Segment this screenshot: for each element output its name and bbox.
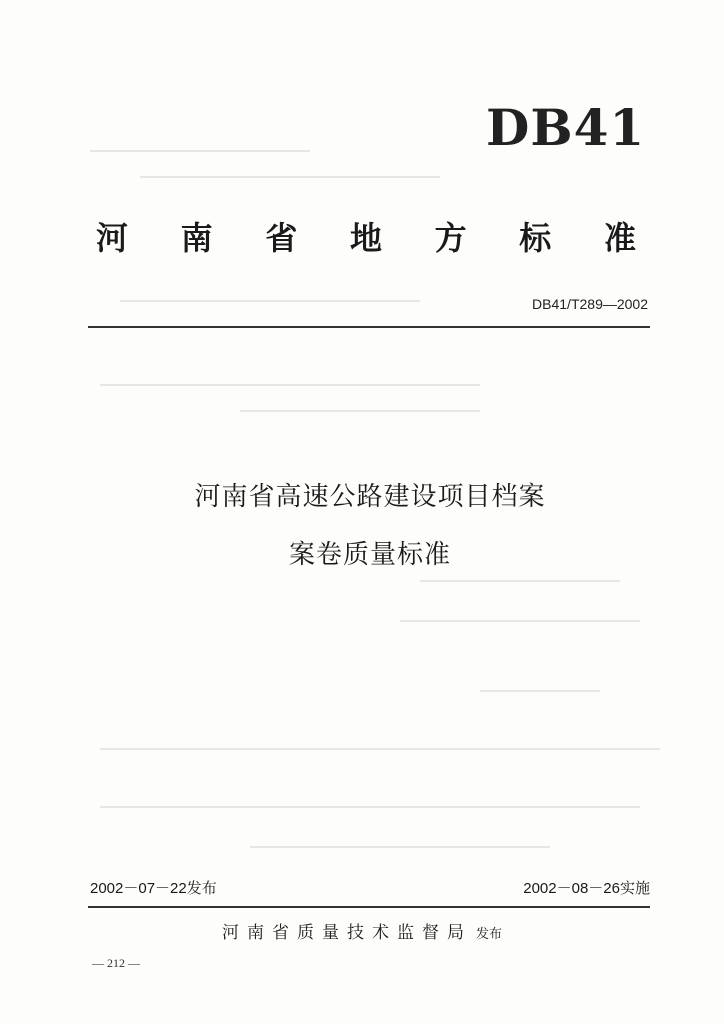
issuer-line [0, 918, 724, 943]
scan-noise [400, 620, 640, 622]
standard-number: DB41/T289—2002 [532, 296, 648, 312]
issuer-suffix: 发布 [475, 927, 502, 942]
scan-noise [480, 690, 600, 692]
title-char: 南 [180, 219, 213, 257]
scan-noise [140, 176, 440, 178]
title-char: 河 [96, 219, 129, 257]
scan-noise [90, 150, 310, 152]
title-char: 省 [265, 219, 298, 257]
scan-noise [100, 748, 660, 750]
release-date: 2002－07－22发布 [90, 880, 217, 897]
title-char: 方 [434, 219, 467, 257]
scan-noise [420, 580, 620, 582]
standard-code-logo: DB41 [486, 98, 646, 157]
title-char: 地 [349, 219, 382, 257]
scan-noise [240, 410, 480, 412]
scan-noise [100, 384, 480, 386]
scan-noise [100, 806, 640, 808]
title-char: 准 [603, 219, 636, 257]
scan-noise [250, 846, 550, 848]
issuing-authority: 河南省质量技术监督局 [221, 923, 472, 943]
top-divider [88, 326, 650, 328]
bottom-divider [88, 906, 650, 908]
title-char: 标 [519, 219, 552, 257]
document-title-line-1: 河南省高速公路建设项目档案 [194, 482, 546, 512]
page-number: — 212 — [92, 956, 140, 970]
standard-type-title [96, 214, 636, 262]
implementation-date: 2002－08－26实施 [523, 880, 650, 897]
document-title-line-2: 案卷质量标准 [288, 540, 451, 570]
scan-noise [120, 300, 420, 302]
